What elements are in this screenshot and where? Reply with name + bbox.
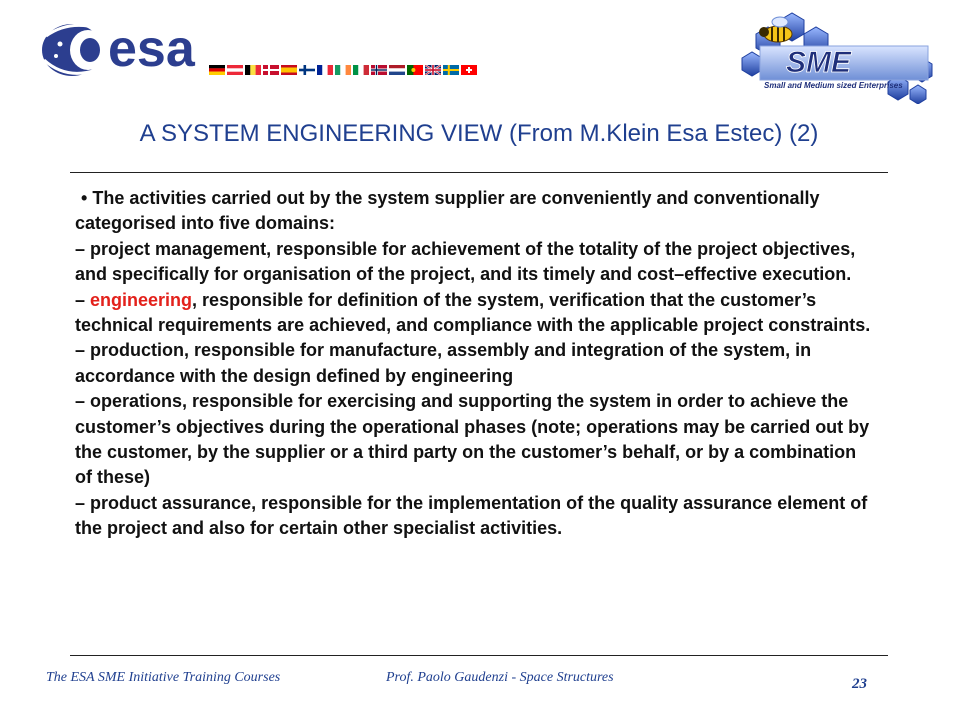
dash: – <box>75 391 86 412</box>
flag-france-icon <box>317 65 333 75</box>
flag-denmark-icon <box>263 65 279 75</box>
domain-description: , responsible for definition of the system, verification that the customer’s technical requirements are achieved, and compliance with the applicable project constraints. <box>75 289 871 336</box>
intro-paragraph <box>75 186 875 237</box>
slide-body <box>75 186 875 542</box>
title-divider <box>70 172 888 173</box>
domain-description: , responsible for manufacture, assembly and integration of the system, in accordance with the design defined by engineering <box>75 340 812 386</box>
domain-item <box>75 288 875 339</box>
domain-keyword: product assurance <box>90 492 252 513</box>
domain-item <box>75 491 875 542</box>
domain-item <box>75 338 875 389</box>
flag-austria-icon <box>227 65 243 75</box>
sme-logo <box>738 6 938 104</box>
domain-item <box>75 237 875 288</box>
domain-keyword-highlighted: engineering <box>90 289 193 310</box>
domain-description: , responsible for exercising and supporting the system in order to achieve the customer’s objectives during the operational phases (note; operations may be carried out by the customer, by the supplier or a third party on the customer’s behalf, or by a combination of these) <box>75 391 870 488</box>
flag-belgium-icon <box>245 65 261 75</box>
footer-divider <box>70 655 888 656</box>
page-number: 23 <box>852 676 867 692</box>
esa-emblem-icon <box>42 24 106 76</box>
domain-keyword: project management <box>90 238 267 259</box>
dash: – <box>75 238 86 259</box>
dash: – <box>75 492 86 513</box>
sme-logo-text: SME <box>786 46 852 79</box>
domain-item <box>75 389 875 491</box>
flag-switzerland-icon <box>461 65 477 75</box>
footer-course: The ESA SME Initiative Training Courses <box>46 670 281 685</box>
flag-italy-icon <box>353 65 369 75</box>
domain-keyword: production <box>90 340 185 361</box>
footer-author: Prof. Paolo Gaudenzi - Space Structures <box>386 670 614 685</box>
member-flags <box>209 65 477 75</box>
flag-netherlands-icon <box>389 65 405 75</box>
flag-germany-icon <box>209 65 225 75</box>
bullet-icon: • <box>81 188 88 208</box>
flag-ireland-icon <box>335 65 351 75</box>
domain-keyword: operations <box>90 391 183 412</box>
flag-sweden-icon <box>443 65 459 75</box>
domain-description: , responsible for achievement of the totality of the project objectives, and specifically for organisation of the project, and its timely and cost–effective execution. <box>75 238 856 285</box>
flag-spain-icon <box>281 65 297 75</box>
flag-united-kingdom-icon <box>425 65 441 75</box>
flag-portugal-icon <box>407 65 423 75</box>
slide-title: A SYSTEM ENGINEERING VIEW (From M.Klein Esa Estec) (2) <box>139 120 819 147</box>
esa-logo-text: esa <box>108 20 195 78</box>
domain-description: , responsible for the implementation of the quality assurance element of the project and also for certain other specialist activities. <box>75 492 868 539</box>
flag-norway-icon <box>371 65 387 75</box>
intro-text: The activities carried out by the system supplier are conveniently and conventionally categorised into five domains: <box>75 188 820 234</box>
dash: – <box>75 340 86 361</box>
flag-finland-icon <box>299 65 315 75</box>
sme-logo-tagline: Small and Medium sized Enterprises <box>764 81 903 90</box>
dash: – <box>75 289 86 310</box>
